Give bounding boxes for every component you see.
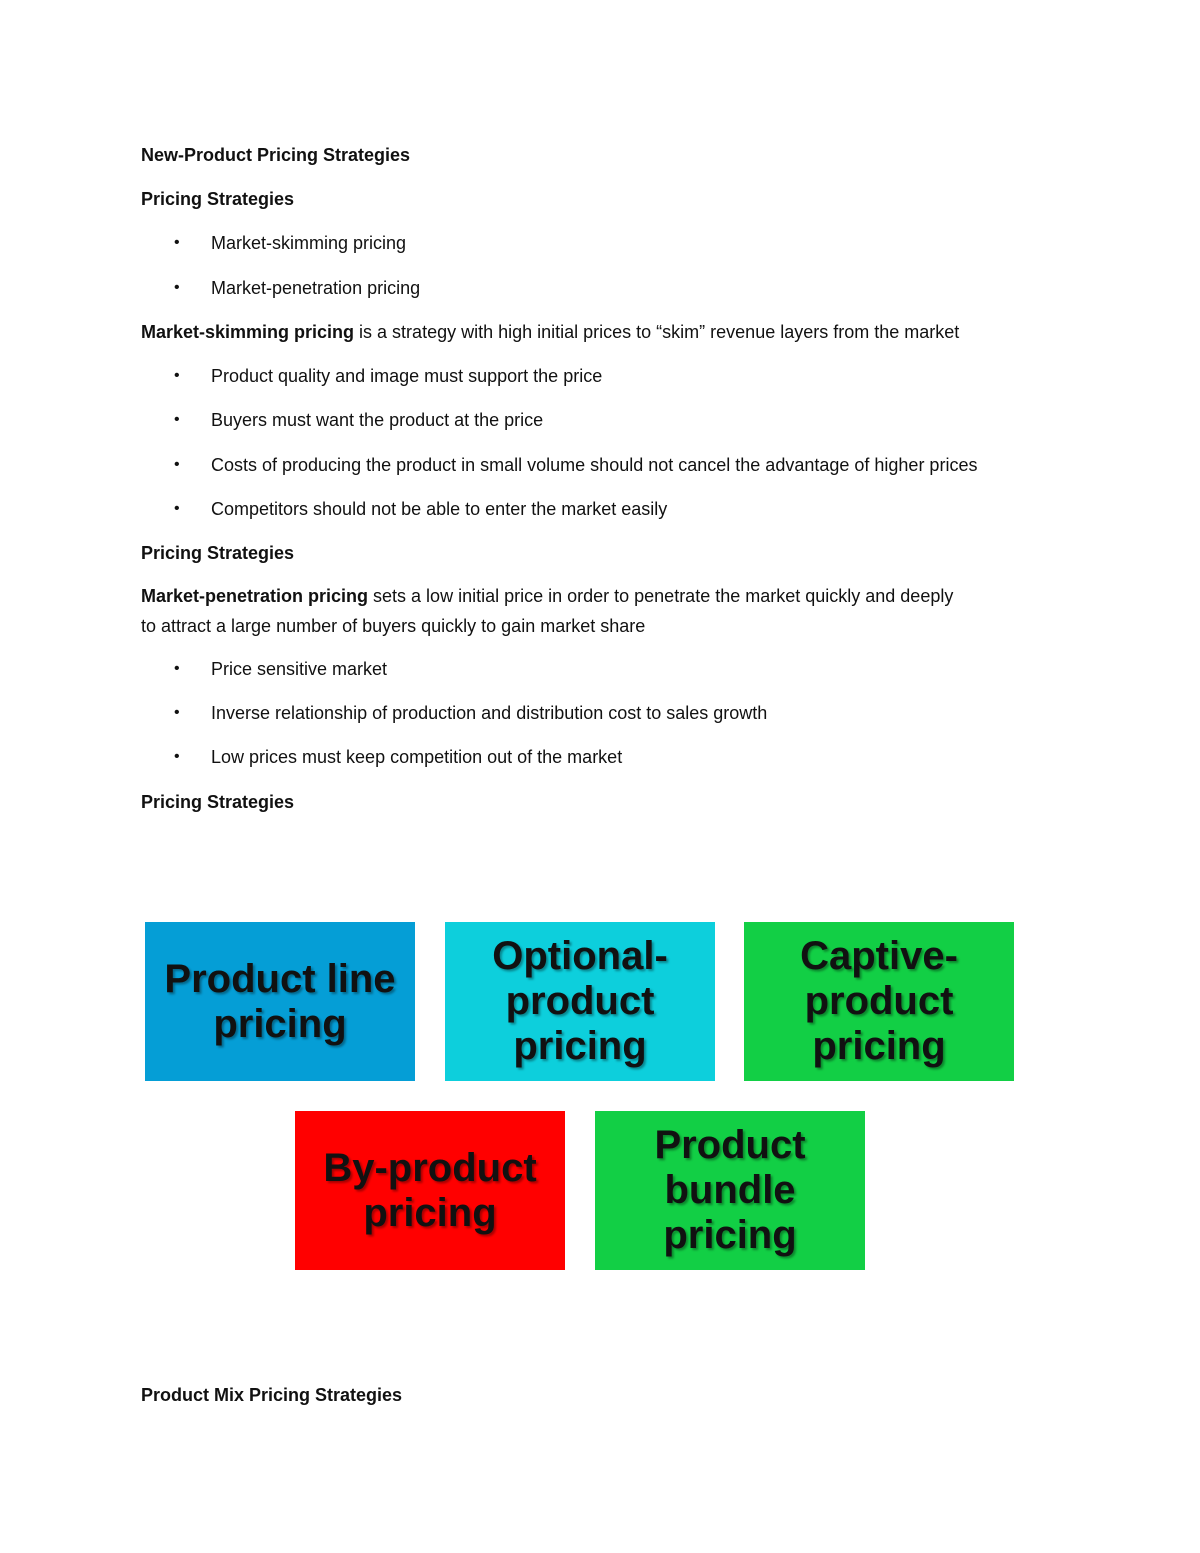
box-label-line: product: [505, 979, 655, 1023]
bullet-icon: •: [174, 411, 180, 428]
box-captive-product-pricing: [744, 922, 1014, 1081]
box-label-line: pricing: [213, 1001, 347, 1046]
paragraph-penetration-line-2: to attract a large number of buyers quickly to gain market share: [141, 616, 646, 636]
box-label-line: Product line: [164, 956, 396, 1001]
list-item: Market-skimming pricing: [211, 233, 407, 253]
box-product-bundle-pricing: [595, 1111, 865, 1270]
bullet-icon: •: [174, 660, 180, 677]
paragraph-skimming: [141, 317, 959, 347]
box-product-line-pricing: [145, 922, 415, 1081]
bullet-icon: •: [174, 500, 180, 517]
box-label-line: Product: [654, 1123, 806, 1167]
heading-pricing-strategies: Pricing Strategies: [141, 189, 295, 209]
bullet-icon: •: [174, 234, 180, 251]
list-item: Competitors should not be able to enter the market easily: [211, 499, 668, 519]
bullet-icon: •: [174, 456, 180, 473]
list-item: Low prices must keep competition out of the market: [211, 747, 623, 767]
box-label-line: Optional-: [492, 934, 668, 978]
box-label-line: pricing: [513, 1024, 647, 1068]
heading-pricing-strategies: Pricing Strategies: [141, 543, 295, 563]
box-label-line: product: [804, 979, 954, 1023]
box-label-line: pricing: [812, 1024, 946, 1068]
term-skimming: Market-skimming pricing: [141, 322, 355, 342]
box-label-line: pricing: [363, 1190, 497, 1235]
title-new-product-pricing: New-Product Pricing Strategies: [141, 145, 411, 165]
list-item: Price sensitive market: [211, 659, 388, 679]
bullet-icon: •: [174, 367, 180, 384]
penetration-description: sets a low initial price in order to penetrate the market quickly and deeply: [368, 586, 954, 606]
box-by-product-pricing: [295, 1111, 565, 1270]
list-item: Market-penetration pricing: [211, 278, 421, 298]
heading-product-mix-pricing: Product Mix Pricing Strategies: [141, 1385, 403, 1405]
paragraph-penetration-line-1: [141, 581, 953, 611]
heading-pricing-strategies: Pricing Strategies: [141, 792, 295, 812]
bullet-icon: •: [174, 279, 180, 296]
box-label-line: Captive-: [800, 934, 958, 978]
box-label-line: bundle: [664, 1168, 796, 1212]
list-item: Inverse relationship of production and distribution cost to sales growth: [211, 703, 768, 723]
box-label-line: By-product: [323, 1145, 537, 1190]
bullet-icon: •: [174, 748, 180, 765]
term-penetration: Market-penetration pricing: [141, 586, 369, 606]
list-item: Product quality and image must support the price: [211, 366, 603, 386]
list-item: Costs of producing the product in small volume should not cancel the advantage of higher prices: [211, 455, 978, 475]
list-item: Buyers must want the product at the price: [211, 410, 544, 430]
box-optional-product-pricing: [445, 922, 715, 1081]
skimming-description: is a strategy with high initial prices to “skim” revenue layers from the market: [354, 322, 960, 342]
bullet-icon: •: [174, 704, 180, 721]
box-label-line: pricing: [663, 1213, 797, 1257]
